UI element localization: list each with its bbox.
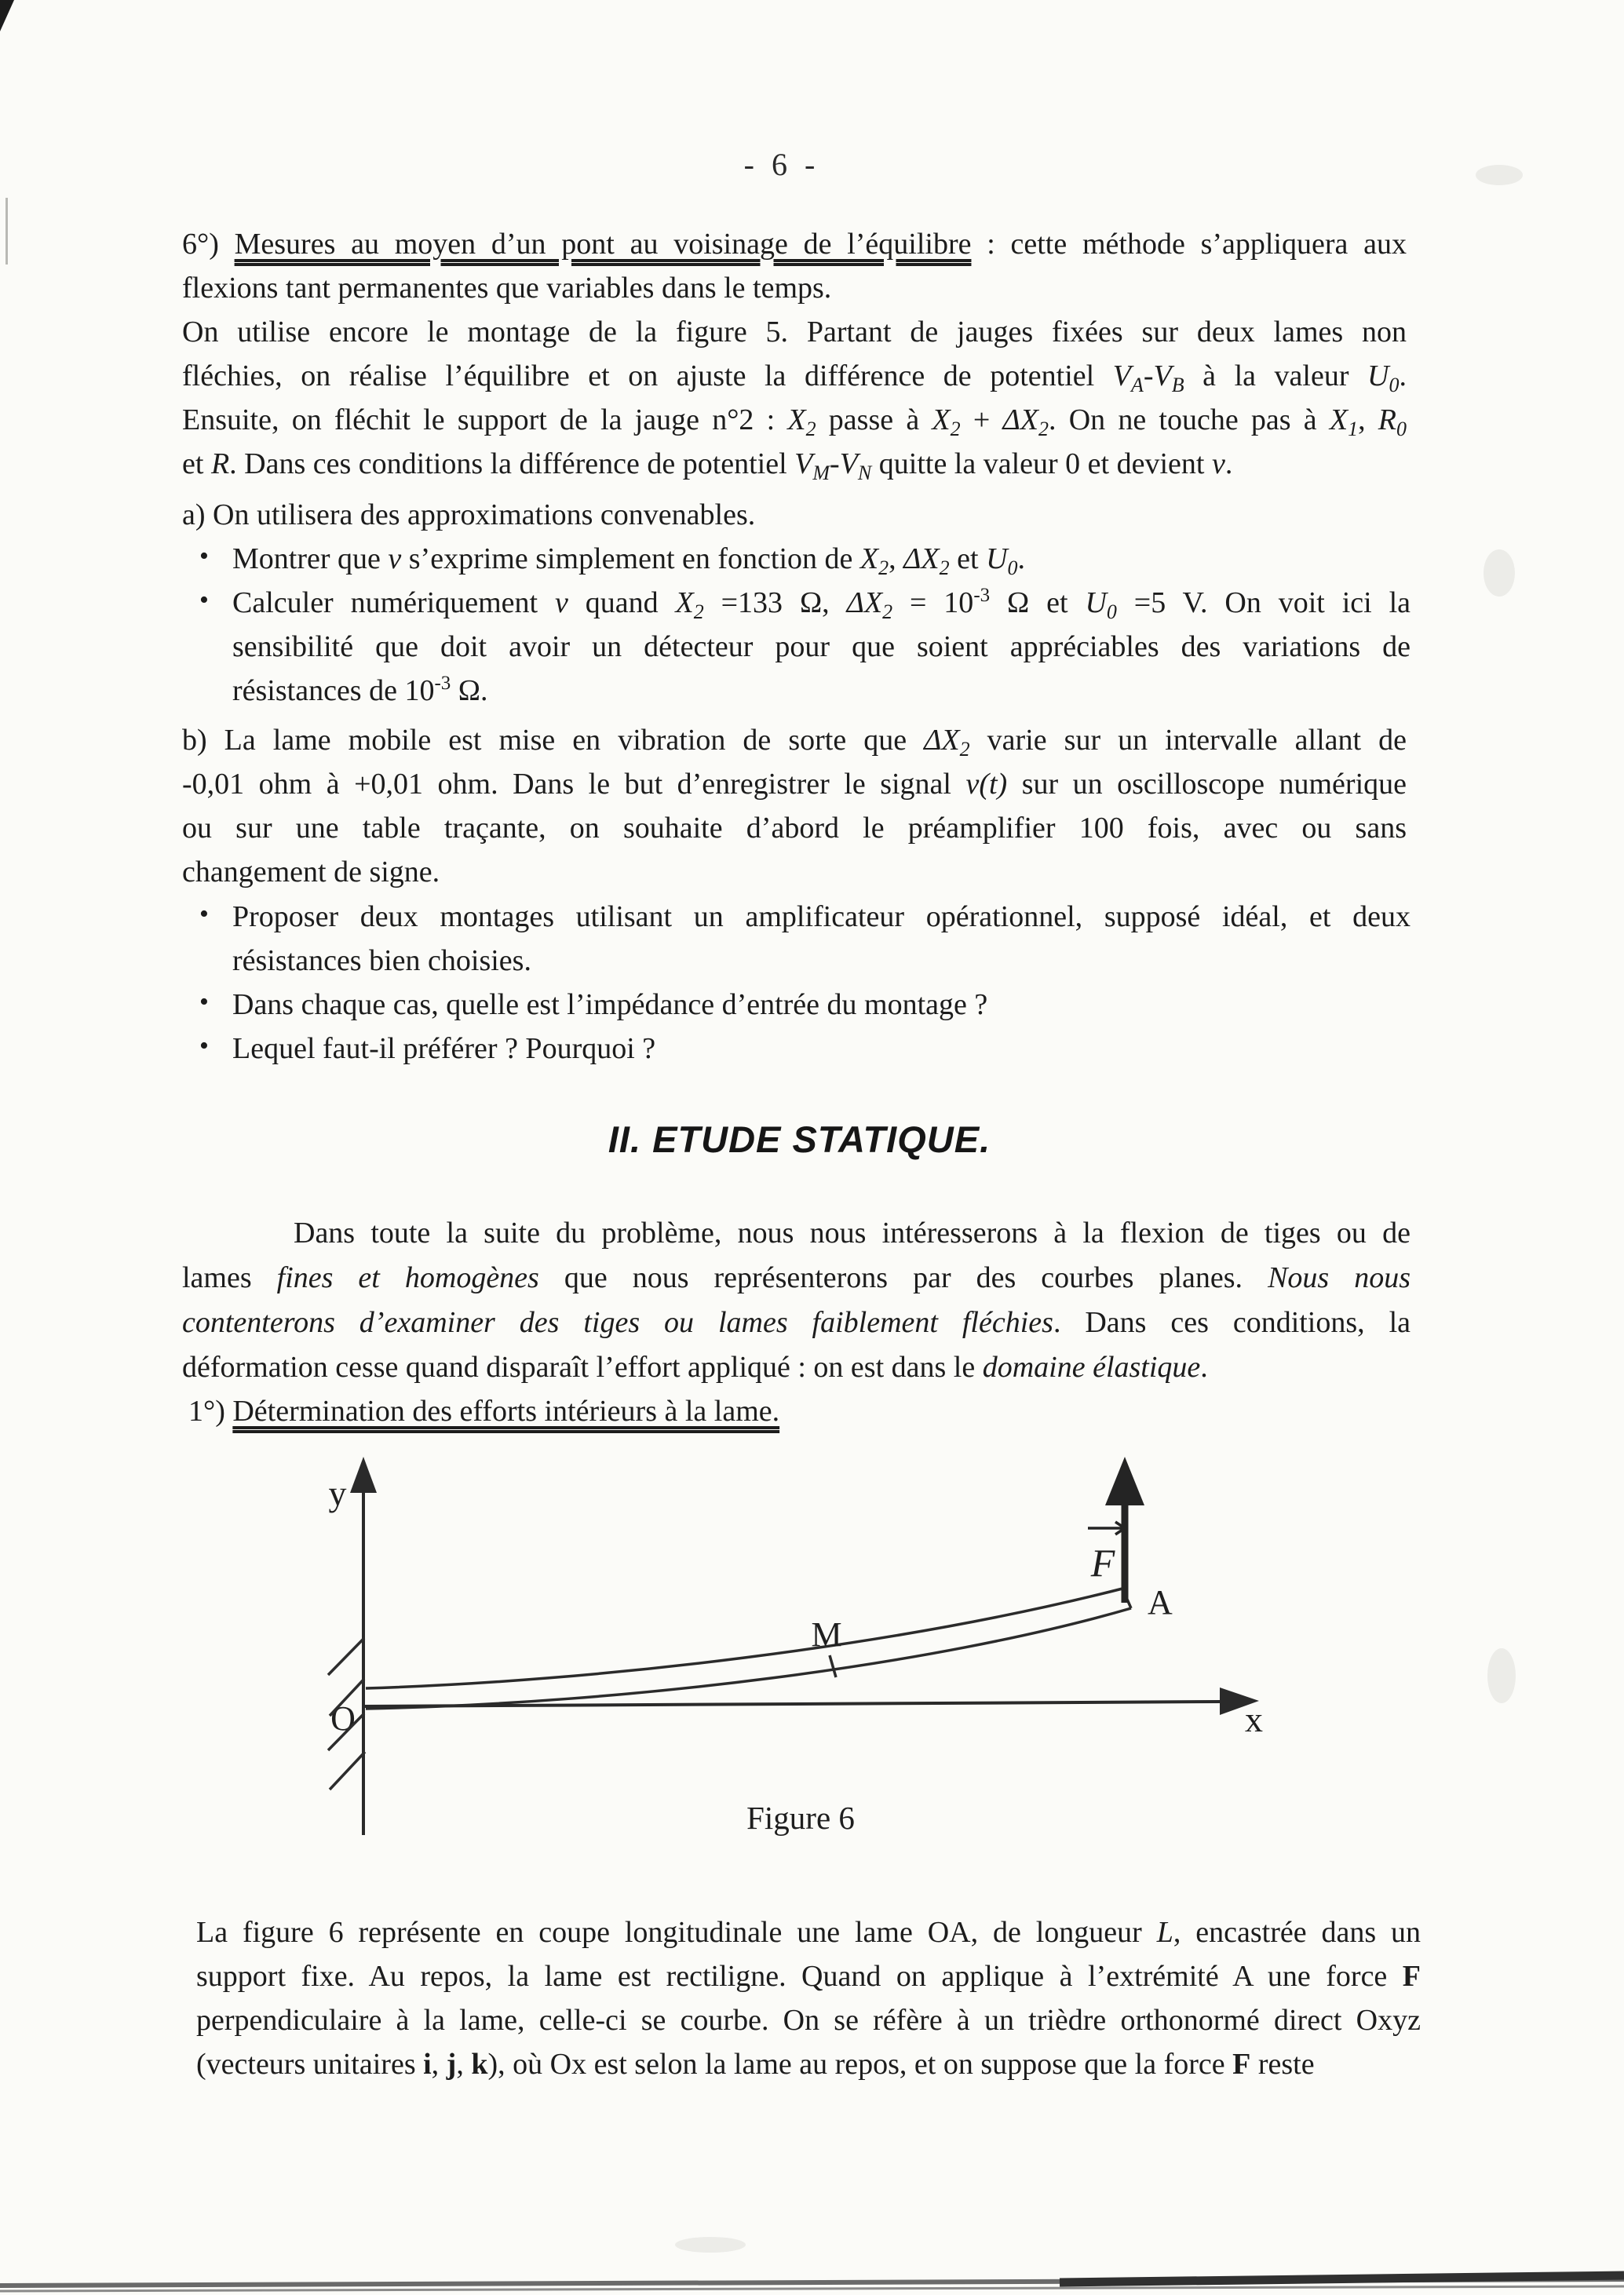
bullet-item-a2-line-1: • Calculer numériquement v quand $X_2 =133$ Ω, $\Delta X_2 = 10^{-3}$ Ω et $U_0 =5$ V. On voit ici la <box>232 582 1411 623</box>
statics-paragraph-line-2: lames fines et homogènes que nous représenterons par des courbes planes. Nous nous <box>182 1261 1411 1294</box>
statics-paragraph-line-3: contenterons d’examiner des tiges ou lames faiblement fléchies. Dans ces conditions, la <box>182 1306 1411 1339</box>
item-b-line-2: -0,01 ohm à +0,01 ohm. Dans le but d’enregistrer le signal v(t) sur un oscilloscope numérique <box>182 768 1407 801</box>
section6-line-1: 6°) Mesures au moyen d’un pont au voisinage de l’équilibre : cette méthode s’appliquera aux <box>182 228 1407 261</box>
bullet-icon: • <box>199 1031 209 1060</box>
paper-smudge <box>675 2237 746 2253</box>
scan-corner-mark <box>0 0 14 31</box>
paper-smudge <box>1476 165 1523 185</box>
item-a-line: a) On utilisera des approximations convenables. <box>182 498 756 531</box>
force-label: F <box>1090 1541 1115 1585</box>
scan-left-edge-artifact <box>5 198 8 265</box>
bullet-item-a2-line-3: résistances de $10^{-3}$ Ω. <box>232 673 488 707</box>
bullet-icon: • <box>199 586 209 615</box>
bullet-item-b1-line-1: • Proposer deux montages utilisant un amplificateur opérationnel, supposé idéal, et deux <box>232 896 1411 937</box>
section6-line-6: et R. Dans ces conditions la différence de potentiel $V_M-V_N$ quitte la valeur 0 et devient v. <box>182 447 1233 484</box>
scan-bottom-edge-light <box>0 2286 1624 2291</box>
force-vector-arrow-icon <box>1088 1522 1125 1534</box>
bullet-item-b1-line-2: résistances bien choisies. <box>232 944 531 977</box>
point-m-tick <box>830 1655 836 1677</box>
section6-line-4: fléchies, on réalise l’équilibre et on ajuste la différence de potentiel $V_A-V_B$ à la valeur $U_0$. <box>182 359 1407 396</box>
item-b-line-4: changement de signe. <box>182 856 440 888</box>
origin-label: O <box>330 1699 356 1738</box>
y-axis-label: y <box>328 1473 347 1513</box>
bullet-item-a1: • Montrer que v s’exprime simplement en fonction de $X_2$, $\Delta X_2$ et $U_0$. <box>232 538 1411 579</box>
item-b-line-3: ou sur une table traçante, on souhaite d’abord le préamplifier 100 fois, avec ou sans <box>182 812 1407 845</box>
bullet-icon: • <box>199 899 209 929</box>
subsection1-heading: 1°) Détermination des efforts intérieurs à la lame. <box>188 1395 780 1428</box>
bullet-item-b2: • Dans chaque cas, quelle est l’impédance d’entrée du montage ? <box>232 984 1411 1025</box>
page-number: - 6 - <box>743 147 820 182</box>
item-b-line-1: b) La lame mobile est mise en vibration de sorte que $\Delta X_2$ varie sur un intervalle allant de <box>182 724 1407 761</box>
closing-paragraph-line-2: support fixe. Au repos, la lame est rectiligne. Quand on applique à l’extrémité A une force F <box>196 1960 1421 1993</box>
point-m-label: M <box>811 1615 842 1654</box>
paper-smudge <box>1483 549 1515 597</box>
section6-line-2: flexions tant permanentes que variables dans le temps. <box>182 272 832 305</box>
paper-smudge <box>1487 1648 1516 1703</box>
statics-paragraph-line-4: déformation cesse quand disparaît l’effort appliqué : on est dans le domaine élastique. <box>182 1351 1208 1384</box>
section6-line-3: On utilise encore le montage de la figure 5. Partant de jauges fixées sur deux lames non <box>182 316 1407 348</box>
statics-paragraph-line-1: Dans toute la suite du problème, nous nous intéresserons à la flexion de tiges ou de <box>294 1217 1411 1250</box>
closing-paragraph-line-3: perpendiculaire à la lame, celle-ci se courbe. On se réfère à un trièdre orthonormé direct Oxyz <box>196 2004 1421 2037</box>
bullet-icon: • <box>199 542 209 571</box>
closing-paragraph-line-1: La figure 6 représente en coupe longitudinale une lame OA, de longueur L, encastrée dans un <box>196 1916 1421 1949</box>
y-axis-arrowhead-icon <box>350 1457 377 1493</box>
point-a-label: A <box>1148 1583 1173 1622</box>
x-axis-label: x <box>1245 1699 1263 1739</box>
statics-section-heading: II. ETUDE STATIQUE. <box>608 1118 991 1160</box>
figure-caption: Figure 6 <box>746 1800 855 1836</box>
bullet-icon: • <box>199 987 209 1016</box>
section6-line-5: Ensuite, on fléchit le support de la jauge n°2 : $X_2$ passe à $X_2 + \Delta X_2$. On ne touche pas à $X_1$, $R_0$ <box>182 403 1407 440</box>
bullet-item-b3: • Lequel faut-il préférer ? Pourquoi ? <box>232 1028 1411 1069</box>
force-arrowhead-icon <box>1105 1457 1144 1505</box>
closing-paragraph-line-4: (vecteurs unitaires i, j, k), où Ox est selon la lame au repos, et on suppose que la force F reste <box>196 2048 1315 2081</box>
bullet-item-a2-line-2: sensibilité que doit avoir un détecteur pour que soient appréciables des variations de <box>232 630 1411 663</box>
